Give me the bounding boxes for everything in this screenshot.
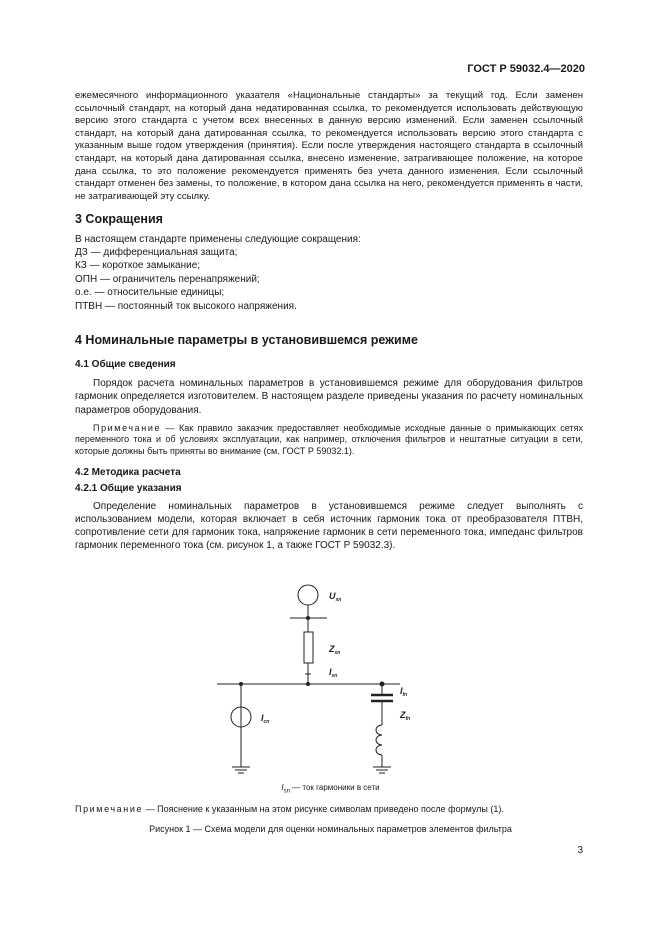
impedance-symbol (304, 632, 313, 663)
label-i-sn: $I_{sn}$ (329, 667, 338, 679)
label-z-sn: $Z_{sn}$ (329, 644, 341, 656)
voltage-source-symbol (298, 585, 318, 605)
section-4-1-title: 4.1 Общие сведения (75, 358, 176, 370)
intro-paragraph: ежемесячного информационного указателя «Национальные стандарты» за текущий год. Если заменен ссылочный стандарт, на который дана недатированная ссылка, то рекомендуется использовать действующую версию этого стандарта с учетом всех внесенных в данную версию изменений. Если заменен ссылочный стандарт, на который дана датированная ссылка, то рекомендуется использовать версию этого стандарта с указанным выше годом утверждения (принятия). Если после утверждения настоящего стандарта в ссылочный стандарт, на который дана датированная ссылка, внесено изменение, затрагивающее положение, на которое дана ссылка, то это положение рекомендуется применять без учета данного изменения. Если ссылочный стандарт отменен без замены, то положение, в котором дана ссылка на него, рекомендуется применять в части, не затрагивающей эту ссылку. (75, 90, 583, 202)
section-4-2-1-title: 4.2.1 Общие указания (75, 483, 182, 495)
figure-legend (0, 782, 661, 798)
note-label: Примечание (93, 422, 162, 433)
abbreviation-item: ОПН — ограничитель перенапряжений; (75, 273, 260, 285)
label-u-sn: $U_{sn}$ (329, 591, 342, 603)
label-i-cn: $I_{cn}$ (261, 713, 270, 725)
legend-text: — ток гармоники в сети (289, 783, 380, 792)
section-4-2-1-text: Определение номинальных параметров в установившемся режиме следует выполнять с использованием модели, которая включает в себя источник гармоник тока от преобразователя ПТВН, сопротивление сети для гармоник тока, напряжение гармоник в сети переменного тока, импеданс фильтров гармоник переменного тока (см. рисунок 1, а также ГОСТ Р 59032.3). (75, 500, 583, 552)
label-z-fn: $Z_{fn}$ (400, 710, 411, 722)
section-4-2-title: 4.2 Методика расчета (75, 466, 181, 478)
abbreviation-item: о.е. — относительные единицы; (75, 287, 225, 299)
document-id: ГОСТ Р 59032.4—2020 (467, 63, 585, 75)
note-label: Примечание (75, 804, 144, 814)
legend-subscript: sn (283, 788, 290, 795)
figure-note (75, 804, 583, 816)
figure-caption: Рисунок 1 — Схема модели для оценки номинальных параметров элементов фильтра (149, 824, 512, 834)
label-i-fn: $I_{fn}$ (400, 686, 408, 698)
note-text: — Как правило заказчик предоставляет необходимые исходные данные о примыкающих сетях переменного тока и об условиях эксплуатации, как например, отключения фильтров и нештатные ситуации в сети, которые должны быть приняты во внимание (см. ГОСТ Р 59032.1). (75, 422, 583, 456)
page-number: 3 (577, 845, 583, 856)
section-3-lead: В настоящем стандарте применены следующие сокращения: (75, 233, 361, 245)
abbreviation-item: ДЗ — дифференциальная защита; (75, 247, 238, 258)
section-3-title: 3 Сокращения (75, 212, 163, 226)
legend-symbol: I (281, 783, 284, 792)
section-4-1-text: Порядок расчета номинальных параметров в установившемся режиме для оборудования фильтров гармоник определяется изготовителем. В настоящем разделе приведены указания по расчету номинальных параметров оборудования. (75, 378, 583, 416)
note-text: — Пояснение к указанным на этом рисунке символам приведено после формулы (1). (143, 804, 504, 814)
inductor-symbol (376, 725, 382, 755)
abbreviation-item: ПТВН — постоянный ток высокого напряжения. (75, 300, 297, 312)
abbreviation-item: КЗ — короткое замыкание; (75, 260, 201, 272)
section-4-title: 4 Номинальные параметры в установившемся режиме (75, 333, 418, 347)
